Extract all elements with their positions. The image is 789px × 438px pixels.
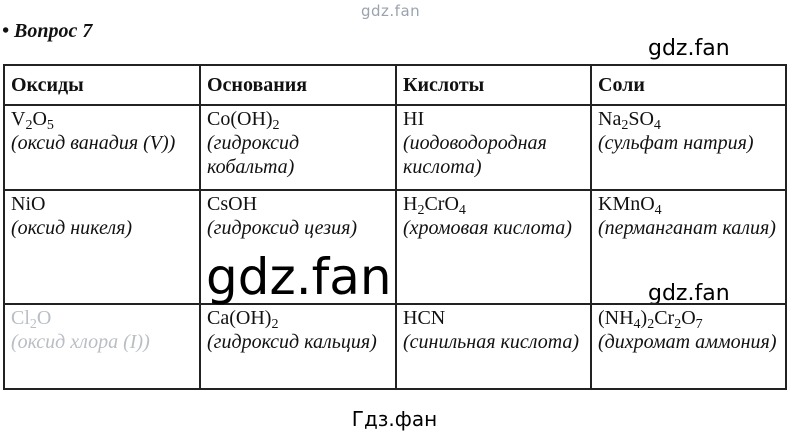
- header-oxides: Оксиды: [4, 65, 200, 105]
- table-cell: [200, 304, 396, 389]
- compound-name: (сульфат натрия): [598, 132, 754, 154]
- header-salts: Соли: [591, 65, 786, 105]
- formula: KMnO$_4$: [598, 193, 662, 218]
- header-bases: Основания: [200, 65, 396, 105]
- table-cell: [396, 105, 591, 190]
- formula: $Co(OH)_2$: [207, 108, 280, 133]
- formula: $V_2O_5$: [11, 108, 54, 133]
- table-cell: [4, 190, 200, 304]
- table-cell: [396, 190, 591, 304]
- chemistry-table: [3, 64, 787, 390]
- compound-name: (перманганат калия): [598, 217, 776, 239]
- table-header-row: [4, 65, 786, 105]
- watermark-right-top: gdz.fan: [648, 36, 730, 61]
- compound-name: (оксид никеля): [11, 217, 133, 239]
- formula: $Na_2SO_4$: [598, 108, 661, 133]
- formula: $(NH_4)_2Cr_2O_7$: [598, 307, 703, 332]
- compound-name: (оксид ванадия (V)): [11, 132, 176, 154]
- table-cell: [396, 304, 591, 389]
- compound-name: (оксид хлора (I)): [11, 331, 150, 353]
- table-row: [4, 190, 786, 304]
- formula: HI: [403, 108, 425, 130]
- formula: NiO: [11, 193, 46, 215]
- compound-name: (дихромат аммония): [598, 331, 777, 353]
- question-title: • Вопрос 7: [2, 20, 93, 42]
- formula: $Cl_2O$: [11, 307, 52, 332]
- watermark-right-middle: gdz.fan: [648, 281, 730, 306]
- formula: $H_2CrO_4$: [403, 193, 466, 218]
- table-cell: [591, 105, 786, 190]
- table-cell: [4, 304, 200, 389]
- table-row: [4, 105, 786, 190]
- formula: CsOH: [207, 193, 258, 215]
- compound-name: (гидроксид цезия): [207, 217, 358, 239]
- compound-name: (иодоводородная кислота): [403, 132, 547, 178]
- table-cell: [4, 105, 200, 190]
- header-acids: Кислоты: [396, 65, 591, 105]
- watermark-big: gdz.fan: [206, 248, 392, 306]
- watermark-top: gdz.fan: [361, 2, 421, 20]
- formula: HCN: [403, 307, 446, 329]
- formula: $Ca(OH)_2$: [207, 307, 279, 332]
- table-cell: [591, 304, 786, 389]
- table-cell: [200, 105, 396, 190]
- table-row: [4, 304, 786, 389]
- compound-name: (гидроксид кальция): [207, 331, 377, 353]
- table-cell: [591, 190, 786, 304]
- compound-name: (синильная кислота): [403, 331, 580, 353]
- watermark-bottom: Гдз.фан: [351, 407, 438, 431]
- compound-name: (хромовая кислота): [403, 217, 572, 239]
- compound-name: (гидроксид кобальта): [207, 132, 300, 178]
